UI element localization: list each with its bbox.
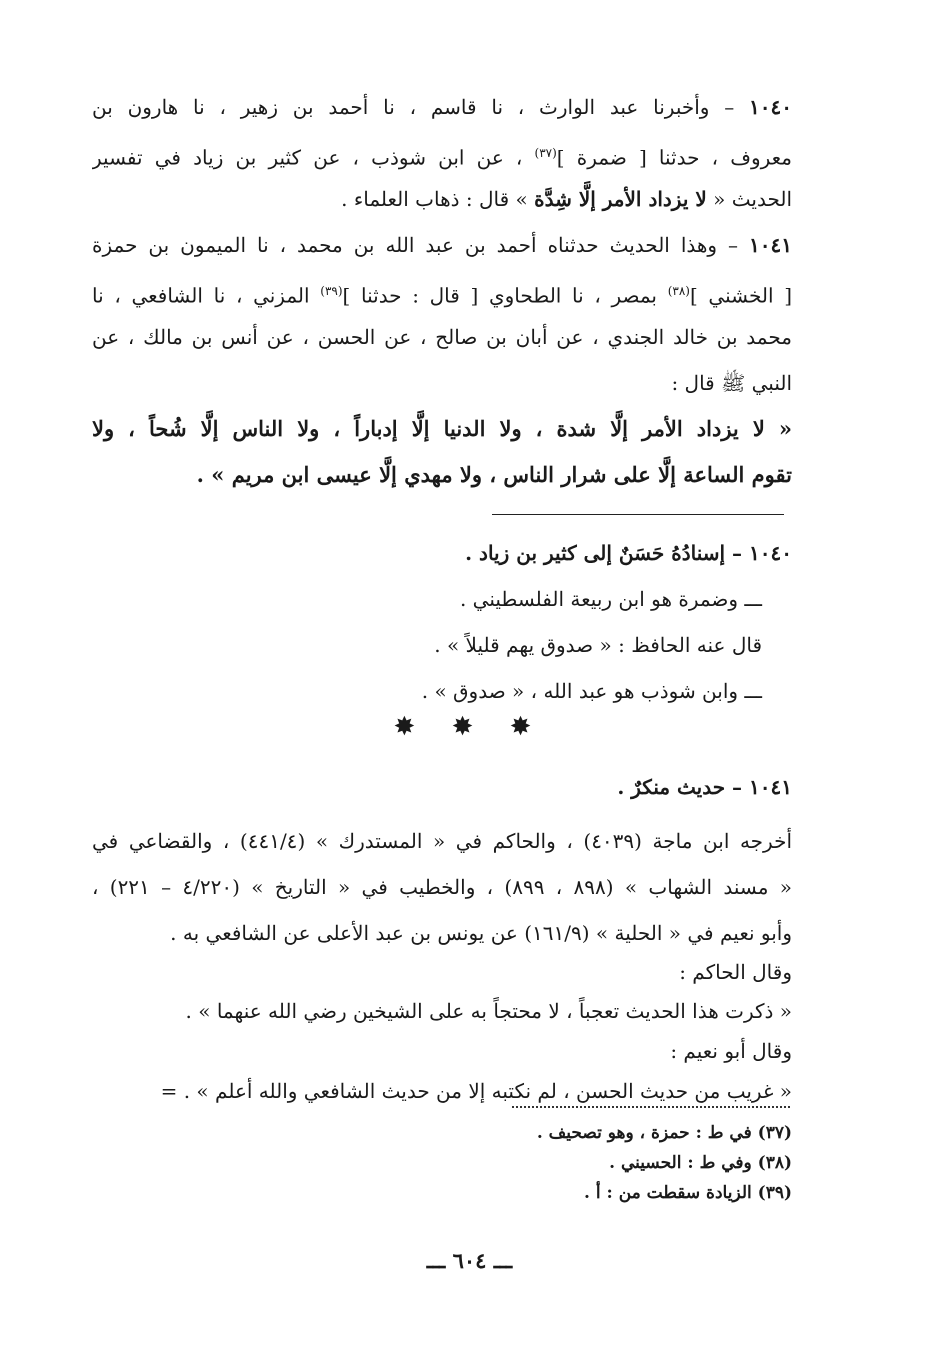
footnotes <box>92 1118 792 1208</box>
commentary-line <box>92 956 792 988</box>
commentary-1041-title <box>92 764 792 810</box>
hadith-text: – وهذا الحديث حدثناه أحمد بن عبد الله بن محمد ، نا الميمون بن حمزة <box>92 233 739 257</box>
hadith-quote: لا يزداد الأمر إلَّا شِدَّة <box>534 187 707 211</box>
commentary-1041 <box>92 764 792 1114</box>
hadith-1041-line-3 <box>92 314 792 360</box>
hadith-text: المزني ، نا الشافعي ، نا <box>92 283 310 308</box>
hadith-1040-line-1 <box>92 84 792 130</box>
hadith-text: الحديث « <box>713 187 792 211</box>
hadith-number: ١٠٤٠ <box>749 541 792 565</box>
hadith-1041 <box>92 222 792 498</box>
commentary-heading: – حديث منكرٌ . <box>617 775 743 799</box>
commentary-text: وأبو نعيم في « الحلية » (١٦١/٩) عن يونس بن عبد الأعلى عن الشافعي به . <box>170 921 792 945</box>
hadith-1041-line-1 <box>92 222 792 268</box>
hadith-1040 <box>92 84 792 222</box>
hadith-text: النبي ﷺ قال : <box>671 371 792 395</box>
commentary-quote: « ذكرت هذا الحديث تعجباً ، لا محتجاً به على الشيخين رضي الله عنهما » . <box>185 999 792 1023</box>
hadith-matn: « لا يزداد الأمر إلَّا شدة ، ولا الدنيا إلَّا إدباراً ، ولا الناس إلَّا شُحاً ، ولا <box>92 416 792 441</box>
commentary-text: أخرجه ابن ماجة (٤٠٣٩) ، والحاكم في « المستدرك » (٤٤١/٤) ، والقضاعي في <box>92 829 792 853</box>
hadith-text: » قال : ذهاب العلماء . <box>341 187 528 211</box>
hadith-number: ١٠٤١ <box>749 233 792 257</box>
commentary-line <box>92 668 792 714</box>
footnote: (٣٧) في ط : حمزة ، وهو تصحيف . <box>536 1123 792 1143</box>
hadith-1041-line-2 <box>92 268 792 314</box>
hadith-1041-line-4 <box>92 360 792 406</box>
hadith-number: ١٠٤١ <box>749 775 792 799</box>
hadith-text: ، عن ابن شوذب ، عن كثير بن زياد في تفسير <box>92 145 523 170</box>
footnote-ref: (٣٨) <box>667 284 690 298</box>
hadith-matn: تقوم الساعة إلَّا على شرار الناس ، ولا مهدي إلَّا عيسى ابن مريم » . <box>196 462 792 487</box>
commentary-line <box>92 576 792 622</box>
commentary-line <box>92 1034 792 1068</box>
footnote-divider <box>512 1106 790 1108</box>
hadith-text: معروف ، حدثنا [ ضمرة ] <box>556 145 792 170</box>
hadith-1041-matn-2 <box>92 452 792 498</box>
commentary-text: وقال أبو نعيم : <box>670 1039 792 1063</box>
commentary-line <box>92 818 792 864</box>
commentary-text: ـــ وابن شوذب هو عبد الله ، « صدوق » . <box>421 679 762 703</box>
commentary-line <box>92 622 792 668</box>
footnote-ref: (٣٧) <box>534 146 557 160</box>
page-number: ـــ ٦٠٤ ـــ <box>426 1248 513 1273</box>
footnote: (٣٩) الزيادة سقطت من : أ . <box>584 1183 792 1203</box>
hadith-1041-matn-1 <box>92 406 792 452</box>
hadith-text: – وأخبرنا عبد الوارث ، نا قاسم ، نا أحمد بن زهير ، نا هارون بن <box>92 95 735 119</box>
commentary-quote: « غريب من حديث الحسن ، لم نكتبه إلا من حديث الشافعي والله أعلم » . = <box>160 1079 792 1103</box>
section-ornament: ✸ ✸ ✸ <box>393 712 546 742</box>
hadith-text: بمصر ، نا الطحاوي [ قال : حدثنا ] <box>342 283 657 308</box>
hadith-text: محمد بن خالد الجندي ، عن أبان بن صالح ، عن الحسن ، عن أنس بن مالك ، عن <box>92 325 792 349</box>
hadith-text: [ الخشني ] <box>689 283 792 308</box>
commentary-text: قال عنه الحافظ : « صدوق يهم قليلاً » . <box>434 633 762 657</box>
commentary-text: ـــ وضمرة هو ابن ربيعة الفلسطيني . <box>459 587 762 611</box>
hadith-1040-line-3 <box>92 176 792 222</box>
commentary-line <box>92 988 792 1034</box>
section-divider <box>492 514 784 515</box>
footnote: (٣٨) وفي ط : الحسيني . <box>609 1153 792 1173</box>
commentary-1040 <box>92 530 792 714</box>
commentary-text: وقال الحاكم : <box>679 960 792 984</box>
commentary-line <box>92 910 792 956</box>
hadith-number: ١٠٤٠ <box>749 95 792 119</box>
commentary-1040-title <box>92 530 792 576</box>
commentary-text: « مسند الشهاب » (٨٩٨ ، ٨٩٩) ، والخطيب في « التاريخ » (٤/٢٢٠ – ٢٢١) ، <box>92 875 792 899</box>
footnote-ref: (٣٩) <box>320 284 343 298</box>
commentary-line <box>92 864 792 910</box>
commentary-heading: – إسنادُهُ حَسَنٌ إلى كثير بن زياد . <box>465 541 743 565</box>
hadith-1040-line-2 <box>92 130 792 176</box>
